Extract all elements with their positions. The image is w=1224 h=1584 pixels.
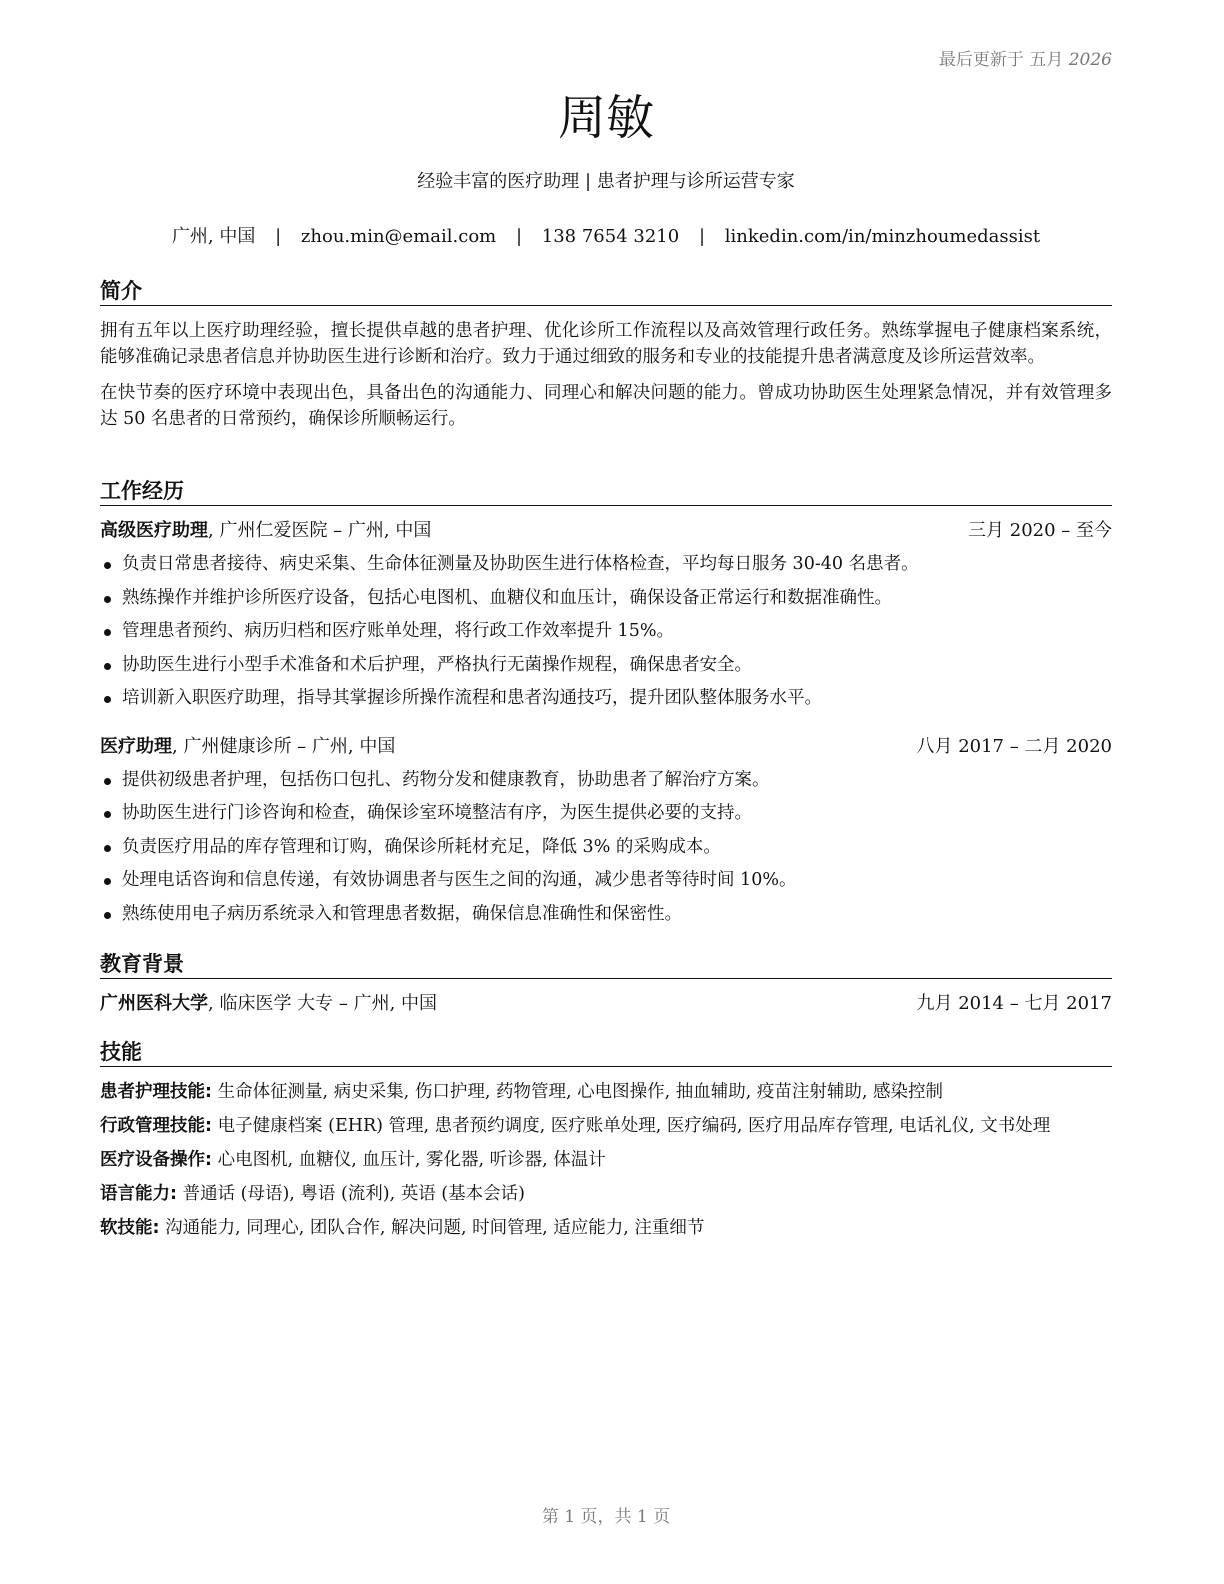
job-bullet: 协助医生进行小型手术准备和术后护理，严格执行无菌操作规程，确保患者安全。 [100, 649, 1112, 683]
skill-row [100, 1079, 1112, 1105]
contact-email[interactable]: zhou.min@email.com [300, 226, 497, 247]
contact-line [100, 225, 1112, 249]
job-bullet: 培训新入职医疗助理，指导其掌握诊所操作流程和患者沟通技巧，提升团队整体服务水平。 [100, 682, 1112, 716]
job-dates: 八月 2017 – 二月 2020 [916, 735, 1112, 757]
skill-row [100, 1215, 1112, 1241]
skill-row [100, 1147, 1112, 1173]
education-title-line [100, 991, 437, 1017]
last-updated-label: 最后更新于 五月 [938, 50, 1064, 70]
section-title-summary: 简介 [100, 278, 1112, 306]
job-bullets [100, 764, 1112, 932]
contact-location: 广州, 中国 [171, 226, 256, 247]
last-updated [939, 45, 1112, 70]
education-school: 广州医科大学 [100, 993, 208, 1014]
job-bullet: 负责医疗用品的库存管理和订购，确保诊所耗材充足，降低 3% 的采购成本。 [100, 831, 1112, 865]
job-org: , 广州健康诊所 – 广州, 中国 [172, 735, 396, 757]
contact-phone: 138 7654 3210 [541, 226, 680, 247]
education-dates: 九月 2014 – 七月 2017 [916, 993, 1112, 1014]
skill-label: 语言能力: [100, 1184, 177, 1204]
summary-paragraph: 拥有五年以上医疗助理经验，擅长提供卓越的患者护理、优化诊所工作流程以及高效管理行政任务。熟练掌握电子健康档案系统，能够准确记录患者信息并协助医生进行诊断和治疗。致力于通过细致的服务和专业的技能提升患者满意度及诊所运营效率。 [100, 321, 1112, 367]
education-entry [100, 991, 1112, 1017]
skill-value: 心电图机, 血糖仪, 血压计, 雾化器, 听诊器, 体温计 [212, 1150, 606, 1170]
skill-label: 软技能: [100, 1218, 160, 1238]
job-title-line [100, 518, 431, 544]
job-bullets [100, 548, 1112, 716]
job-header [100, 518, 1112, 544]
job-role: 医疗助理 [100, 735, 172, 757]
job-bullet: 负责日常患者接待、病史采集、生命体征测量及协助医生进行体格检查，平均每日服务 30-40 名患者。 [100, 548, 1112, 582]
job-org: , 广州仁爱医院 – 广州, 中国 [208, 520, 432, 541]
skill-label: 患者护理技能: [100, 1082, 212, 1102]
job-bullet: 熟练使用电子病历系统录入和管理患者数据，确保信息准确性和保密性。 [100, 898, 1112, 932]
contact-separator: | [275, 226, 282, 247]
last-updated-year: 2026 [1068, 50, 1112, 70]
page-number: 第 1 页，共 1 页 [541, 1507, 671, 1527]
contact-separator: | [515, 226, 523, 247]
resume-page [100, 0, 1112, 1584]
job-bullet: 熟练操作并维护诊所医疗设备，包括心电图机、血糖仪和血压计，确保设备正常运行和数据准确性。 [100, 582, 1112, 616]
tagline: 经验丰富的医疗助理 | 患者护理与诊所运营专家 [417, 171, 795, 192]
skill-value: 沟通能力, 同理心, 团队合作, 解决问题, 时间管理, 适应能力, 注重细节 [159, 1218, 705, 1238]
skills-section [100, 1039, 1112, 1249]
skill-value: 电子健康档案 (EHR) 管理, 患者预约调度, 医疗账单处理, 医疗编码, 医疗用品库存管理, 电话礼仪, 文书处理 [212, 1116, 1051, 1136]
experience-section [100, 478, 1112, 931]
job-bullet: 管理患者预约、病历归档和医疗账单处理，将行政工作效率提升 15%。 [100, 615, 1112, 649]
education-detail: , 临床医学 大专 – 广州, 中国 [208, 993, 438, 1014]
section-title-experience: 工作经历 [100, 478, 1112, 506]
job-title-line [100, 734, 395, 760]
education-section [100, 951, 1112, 1017]
job-role: 高级医疗助理 [100, 520, 208, 541]
skill-label: 行政管理技能: [100, 1116, 212, 1136]
job-header [100, 734, 1112, 760]
contact-separator: | [698, 226, 706, 247]
skill-label: 医疗设备操作: [100, 1150, 212, 1170]
job-bullet: 协助医生进行门诊咨询和检查，确保诊室环境整洁有序，为医生提供必要的支持。 [100, 797, 1112, 831]
section-title-education: 教育背景 [100, 951, 1112, 979]
job-entry [100, 518, 1112, 716]
summary-section [100, 278, 1112, 442]
skill-value: 生命体征测量, 病史采集, 伤口护理, 药物管理, 心电图操作, 抽血辅助, 疫苗注射辅助, 感染控制 [212, 1082, 943, 1102]
candidate-name: 周敏 [557, 90, 654, 146]
skill-value: 普通话 (母语), 粤语 (流利), 英语 (基本会话) [177, 1184, 525, 1204]
job-dates: 三月 2020 – 至今 [968, 520, 1112, 541]
job-bullet: 处理电话咨询和信息传递，有效协调患者与医生之间的沟通，减少患者等待时间 10%。 [100, 864, 1112, 898]
skill-row [100, 1113, 1112, 1139]
job-entry [100, 734, 1112, 932]
summary-paragraph: 在快节奏的医疗环境中表现出色，具备出色的沟通能力、同理心和解决问题的能力。曾成功协助医生处理紧急情况，并有效管理多达 50 名患者的日常预约，确保诊所顺畅运行。 [100, 383, 1112, 429]
job-bullet: 提供初级患者护理，包括伤口包扎、药物分发和健康教育，协助患者了解治疗方案。 [100, 764, 1112, 798]
skill-row [100, 1181, 1112, 1207]
section-title-skills: 技能 [100, 1039, 1112, 1067]
contact-linkedin[interactable]: linkedin.com/in/minzhoumedassist [724, 226, 1041, 247]
